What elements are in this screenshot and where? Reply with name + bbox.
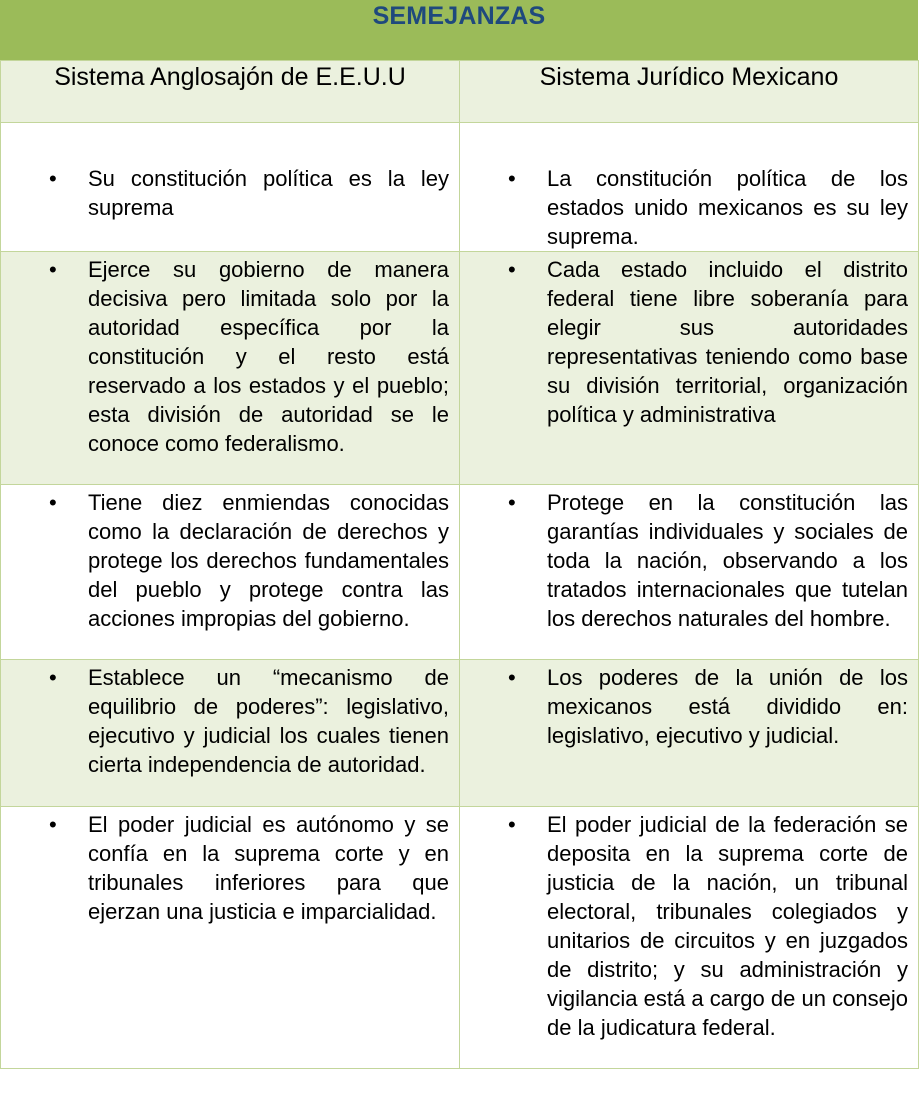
table-cell-left xyxy=(1,123,460,252)
cell-text: Protege en la constitución las garantías individuales y sociales de toda la nación, observando a los tratados internacionales que tutelan los derechos naturales del hombre. xyxy=(547,490,908,631)
comparison-table xyxy=(0,60,919,1069)
bullet-icon: • xyxy=(49,812,57,837)
table-row xyxy=(1,123,919,252)
cell-text: Ejerce su gobierno de manera decisiva pero limitada solo por la autoridad específica por la constitución y el resto está reservado a los estados y el pueblo; esta división de autoridad se le conoce como federalismo. xyxy=(88,257,449,456)
column-header-right-label: Sistema Jurídico Mexicano xyxy=(539,63,839,91)
title-bar xyxy=(0,0,918,60)
column-header-left xyxy=(1,61,460,123)
cell-text: Cada estado incluido el distrito federal tiene libre soberanía para elegir sus autoridades representativas teniendo como base su división territorial, organización política y administrativa xyxy=(547,257,908,427)
bullet-icon: • xyxy=(508,812,516,837)
bullet-icon: • xyxy=(508,665,516,690)
cell-text: Establece un “mecanismo de equilibrio de poderes”: legislativo, ejecutivo y judicial los cuales tienen cierta independencia de autoridad. xyxy=(88,665,449,777)
bullet-icon: • xyxy=(508,490,516,515)
table-row xyxy=(1,252,919,485)
table-row xyxy=(1,660,919,807)
table-cell-right xyxy=(460,660,919,807)
bullet-icon: • xyxy=(49,166,57,191)
bullet-icon: • xyxy=(508,166,516,191)
table-cell-left xyxy=(1,252,460,485)
table-row xyxy=(1,485,919,660)
table-row xyxy=(1,807,919,1069)
table-cell-right xyxy=(460,485,919,660)
table-cell-right xyxy=(460,123,919,252)
cell-text: Los poderes de la unión de los mexicanos está dividido en: legislativo, ejecutivo y judicial. xyxy=(547,665,908,748)
cell-text: Su constitución política es la ley suprema xyxy=(88,166,449,220)
bullet-icon: • xyxy=(49,665,57,690)
cell-text: El poder judicial de la federación se deposita en la suprema corte de justicia de la nación, un tribunal electoral, tribunales colegiados y unitarios de circuitos y en juzgados de distrito; y su administración y vigilancia está a cargo de un consejo de la judicatura federal. xyxy=(547,812,908,1040)
table-cell-right xyxy=(460,252,919,485)
cell-text: La constitución política de los estados unido mexicanos es su ley suprema. xyxy=(547,166,908,249)
table-cell-left xyxy=(1,807,460,1069)
bullet-icon: • xyxy=(49,257,57,282)
table-cell-left xyxy=(1,485,460,660)
header-row xyxy=(1,61,919,123)
column-header-left-label: Sistema Anglosajón de E.E.U.U xyxy=(54,63,406,91)
cell-text: El poder judicial es autónomo y se confía en la suprema corte y en tribunales inferiores para que ejerzan una justicia e imparcialidad. xyxy=(88,812,449,924)
bullet-icon: • xyxy=(49,490,57,515)
column-header-right xyxy=(460,61,919,123)
bullet-icon: • xyxy=(508,257,516,282)
page-title: SEMEJANZAS xyxy=(372,2,546,30)
table-cell-left xyxy=(1,660,460,807)
cell-text: Tiene diez enmiendas conocidas como la declaración de derechos y protege los derechos fundamentales del pueblo y protege contra las acciones impropias del gobierno. xyxy=(88,490,449,631)
table-cell-right xyxy=(460,807,919,1069)
